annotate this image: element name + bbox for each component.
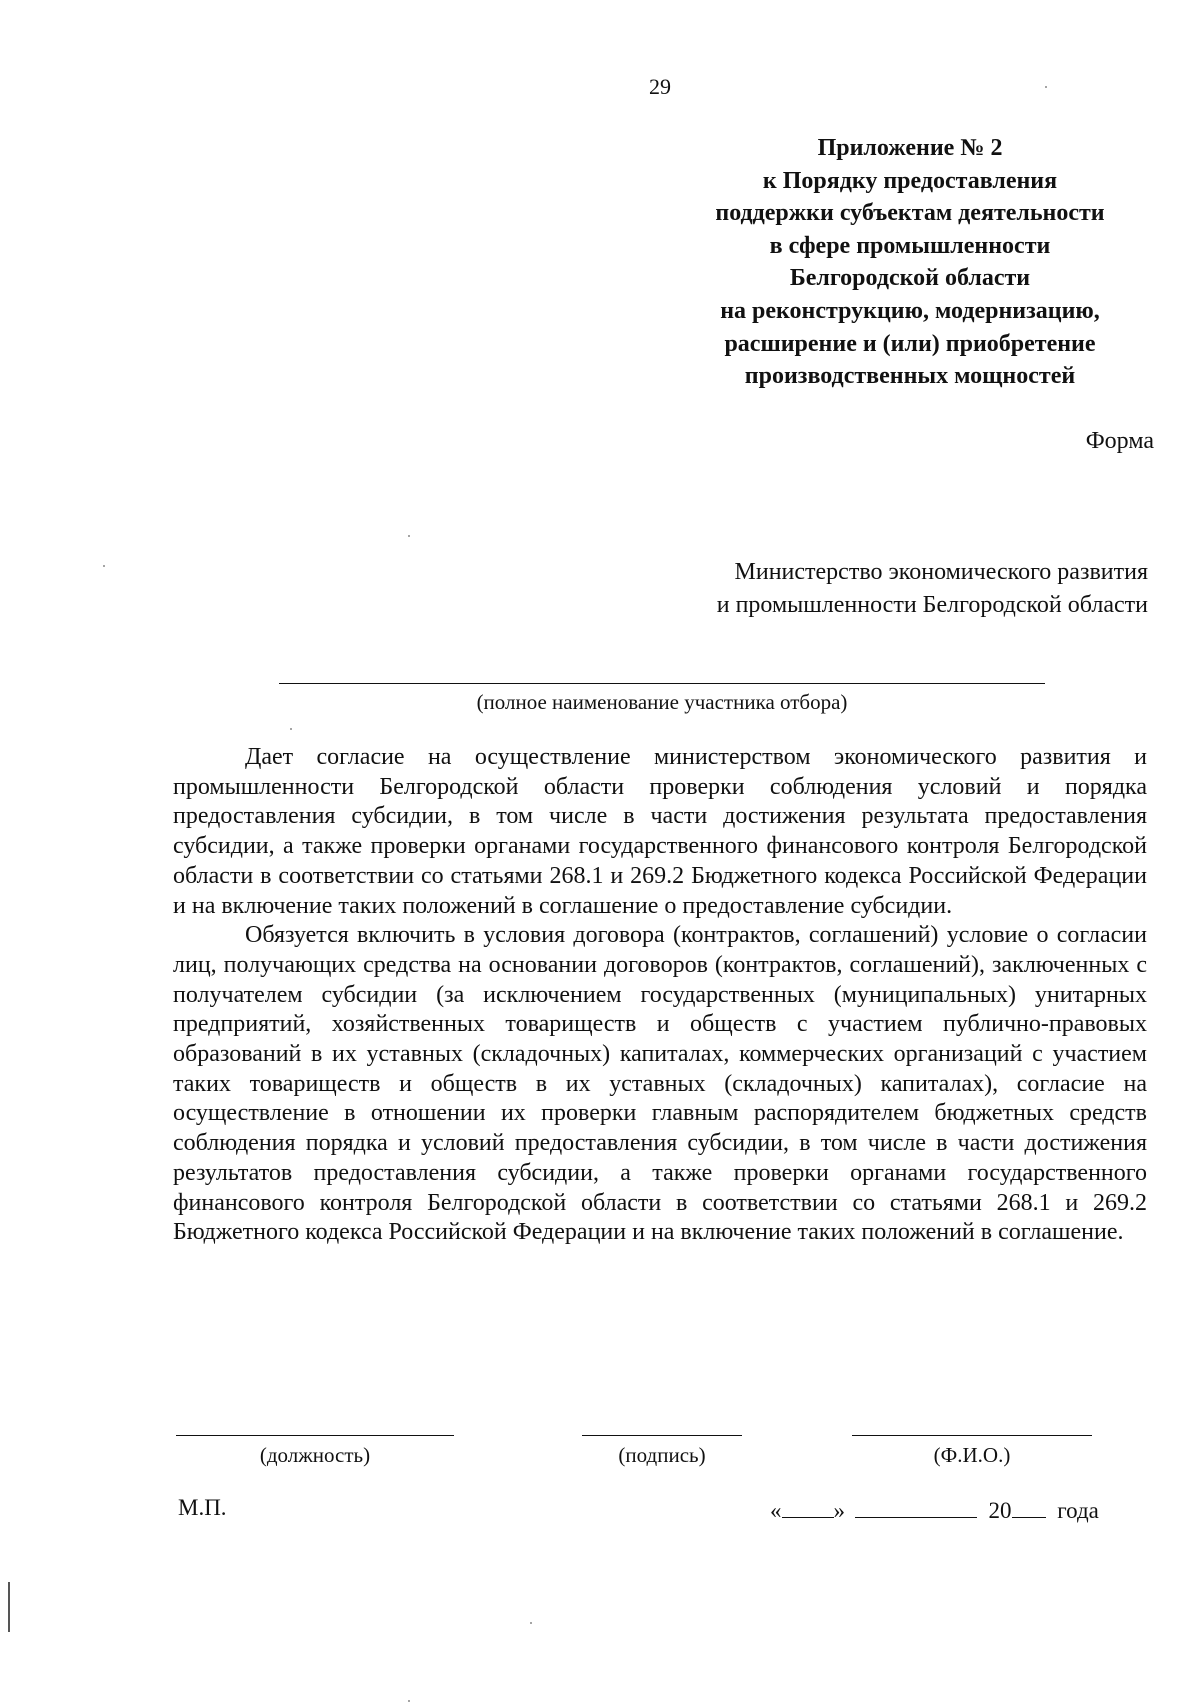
participant-caption: (полное наименование участника отбора) [476, 690, 848, 714]
year-suffix: года [1057, 1498, 1099, 1523]
form-label: Форма [1085, 428, 1154, 454]
scan-artifact [103, 565, 105, 567]
date-open-quote: « [770, 1498, 782, 1523]
signature-blank [582, 1435, 742, 1436]
year-blank [1012, 1495, 1046, 1518]
addressee-line-2: и промышленности Белгородской области [716, 592, 1148, 618]
scan-artifact [408, 535, 410, 537]
page-number: 29 [649, 74, 671, 99]
appendix-line: в сфере промышленности [769, 232, 1051, 259]
obligation-paragraph: Обязуется включить в условия договора (контрактов, соглашений) условие о согласии лиц, получающих средства на основании договоров (контрактов, соглашений), заключенных с получателем субсидии (за исключением государственных (муниципальных) унитарных предприятий, хозяйственных товариществ и обществ с участием публично-правовых образований в их уставных (складочных) капиталах, коммерческих организаций с участием таких товариществ и обществ в их уставных (складочных) капиталах), согласие на осуществление в отношении их проверки главным распорядителем бюджетных средств соблюдения порядка и условий предоставления субсидии, в том числе в части достижения результатов предоставления субсидии, а также проверки органами государственного финансового контроля Белгородской области в соответствии со статьями 268.1 и 269.2 Бюджетного кодекса Российской Федерации и на включение таких положений в соглашение. [173, 922, 1147, 1246]
appendix-line: поддержки субъектам деятельности [715, 200, 1105, 227]
appendix-line: расширение и (или) приобретение [724, 330, 1096, 357]
date-close-quote: » [833, 1498, 845, 1523]
position-caption: (должность) [259, 1443, 371, 1467]
stamp-placeholder: М.П. [178, 1495, 227, 1520]
appendix-line: на реконструкцию, модернизацию, [720, 297, 1100, 324]
fio-blank [852, 1435, 1092, 1436]
signature-caption: (подпись) [618, 1443, 706, 1467]
appendix-line: Приложение № 2 [817, 135, 1003, 161]
addressee-block [588, 556, 1148, 622]
date-line [770, 1495, 1099, 1524]
addressee-line-1: Министерство экономического развития [734, 559, 1148, 585]
scan-artifact [530, 1622, 532, 1624]
appendix-line: к Порядку предоставления [762, 167, 1058, 194]
scan-artifact [8, 1582, 10, 1632]
appendix-header [660, 132, 1160, 393]
scan-artifact [408, 1700, 410, 1702]
position-blank [176, 1435, 454, 1436]
month-blank [855, 1495, 977, 1518]
scan-artifact [1045, 86, 1047, 88]
consent-paragraph: Дает согласие на осуществление министерством экономического развития и промышленности Белгородской области проверки соблюдения условий и порядка предоставления субсидии, в том числе в части достижения результата предоставления субсидии, а также проверки органами государственного финансового контроля Белгородской области в соответствии со статьями 268.1 и 269.2 Бюджетного кодекса Российской Федерации и на включение таких положений в соглашение о предоставление субсидии. [173, 744, 1147, 919]
scan-artifact [290, 728, 292, 730]
appendix-line: производственных мощностей [744, 363, 1076, 390]
appendix-line: Белгородской области [789, 265, 1031, 292]
participant-name-blank [279, 683, 1045, 684]
consent-body [173, 743, 1147, 1248]
year-prefix: 20 [988, 1498, 1012, 1523]
day-blank [782, 1495, 834, 1518]
fio-caption: (Ф.И.О.) [933, 1443, 1011, 1467]
